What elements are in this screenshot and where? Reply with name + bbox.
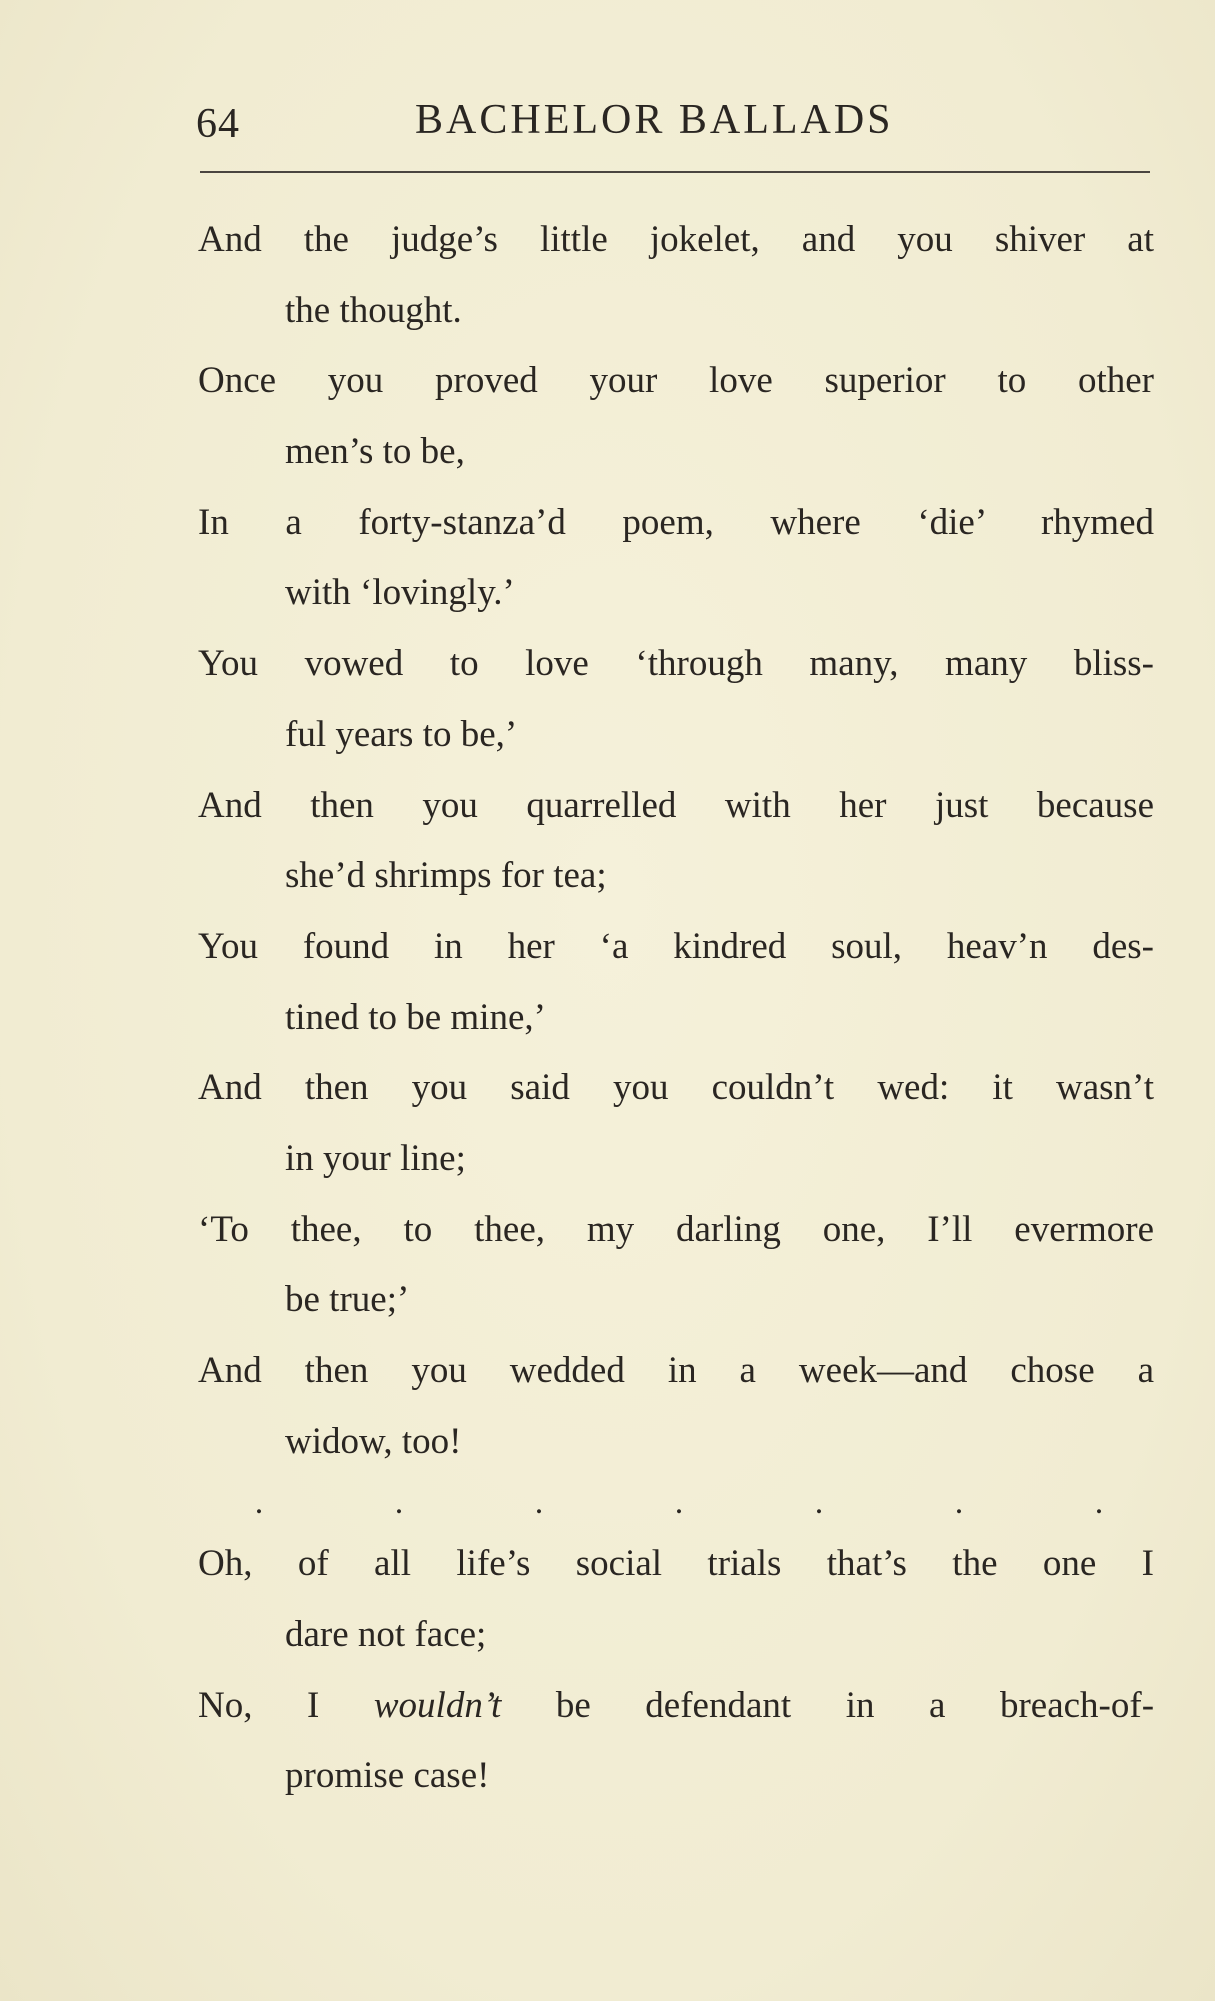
verse-line-continuation: ful years to be,’ [285,713,518,755]
ellipsis-dot: . [814,1484,824,1522]
verse-line: And then you wedded in a week—and chose a [198,1350,1154,1391]
verse-line: ‘To thee, to thee, my darling one, I’ll evermore [198,1208,1154,1250]
ellipsis-dot: . [954,1484,964,1522]
running-head: BACHELOR BALLADS [415,97,894,143]
verse-line-continuation: widow, too! [285,1420,462,1462]
ellipsis-dot: . [674,1484,684,1522]
verse-line: You vowed to love ‘through many, many bliss- [198,643,1154,685]
stanza-1 [198,205,1154,1477]
verse-line: Once you proved your love superior to other [198,360,1154,402]
verse-line-continuation: tined to be mine,’ [285,996,546,1038]
ellipsis-dot: . [534,1484,544,1522]
verse-line: You found in her ‘a kindred soul, heav’n des- [198,925,1154,967]
ellipsis-dot: . [254,1484,264,1522]
emphasized-word: wouldn’t [373,1684,502,1726]
poem-body [198,205,1154,1812]
verse-line: In a forty-stanza’d poem, where ‘die’ rhymed [198,501,1154,543]
ellipsis-dot: . [1094,1484,1104,1522]
verse-line-continuation: be true;’ [285,1279,410,1321]
verse-line: Oh, of all life’s social trials that’s the one I [198,1543,1154,1585]
verse-text: No, I [198,1684,320,1726]
stanza-2 [198,1529,1154,1812]
verse-line-continuation: she’d shrimps for tea; [285,855,607,897]
verse-line-continuation: promise case! [285,1755,490,1797]
verse-line-continuation: men’s to be, [285,431,465,473]
verse-line-continuation: with ‘lovingly.’ [285,572,515,614]
verse-text: be defendant in a breach-of- [555,1684,1155,1726]
page-header [196,92,1150,152]
verse-line: And then you quarrelled with her just because [198,784,1154,826]
ellipsis-dot: . [394,1484,404,1522]
verse-line-with-emphasis [198,1671,1154,1742]
verse-line: And then you said you couldn’t wed: it wasn’t [198,1067,1154,1109]
verse-line-continuation: dare not face; [285,1614,487,1656]
verse-line-continuation: the thought. [285,289,462,331]
ellipsis-divider [198,1477,1154,1529]
header-rule [200,171,1150,173]
page-number: 64 [196,101,240,147]
verse-line-continuation: in your line; [285,1137,466,1179]
verse-line: And the judge’s little jokelet, and you shiver at [198,219,1154,260]
